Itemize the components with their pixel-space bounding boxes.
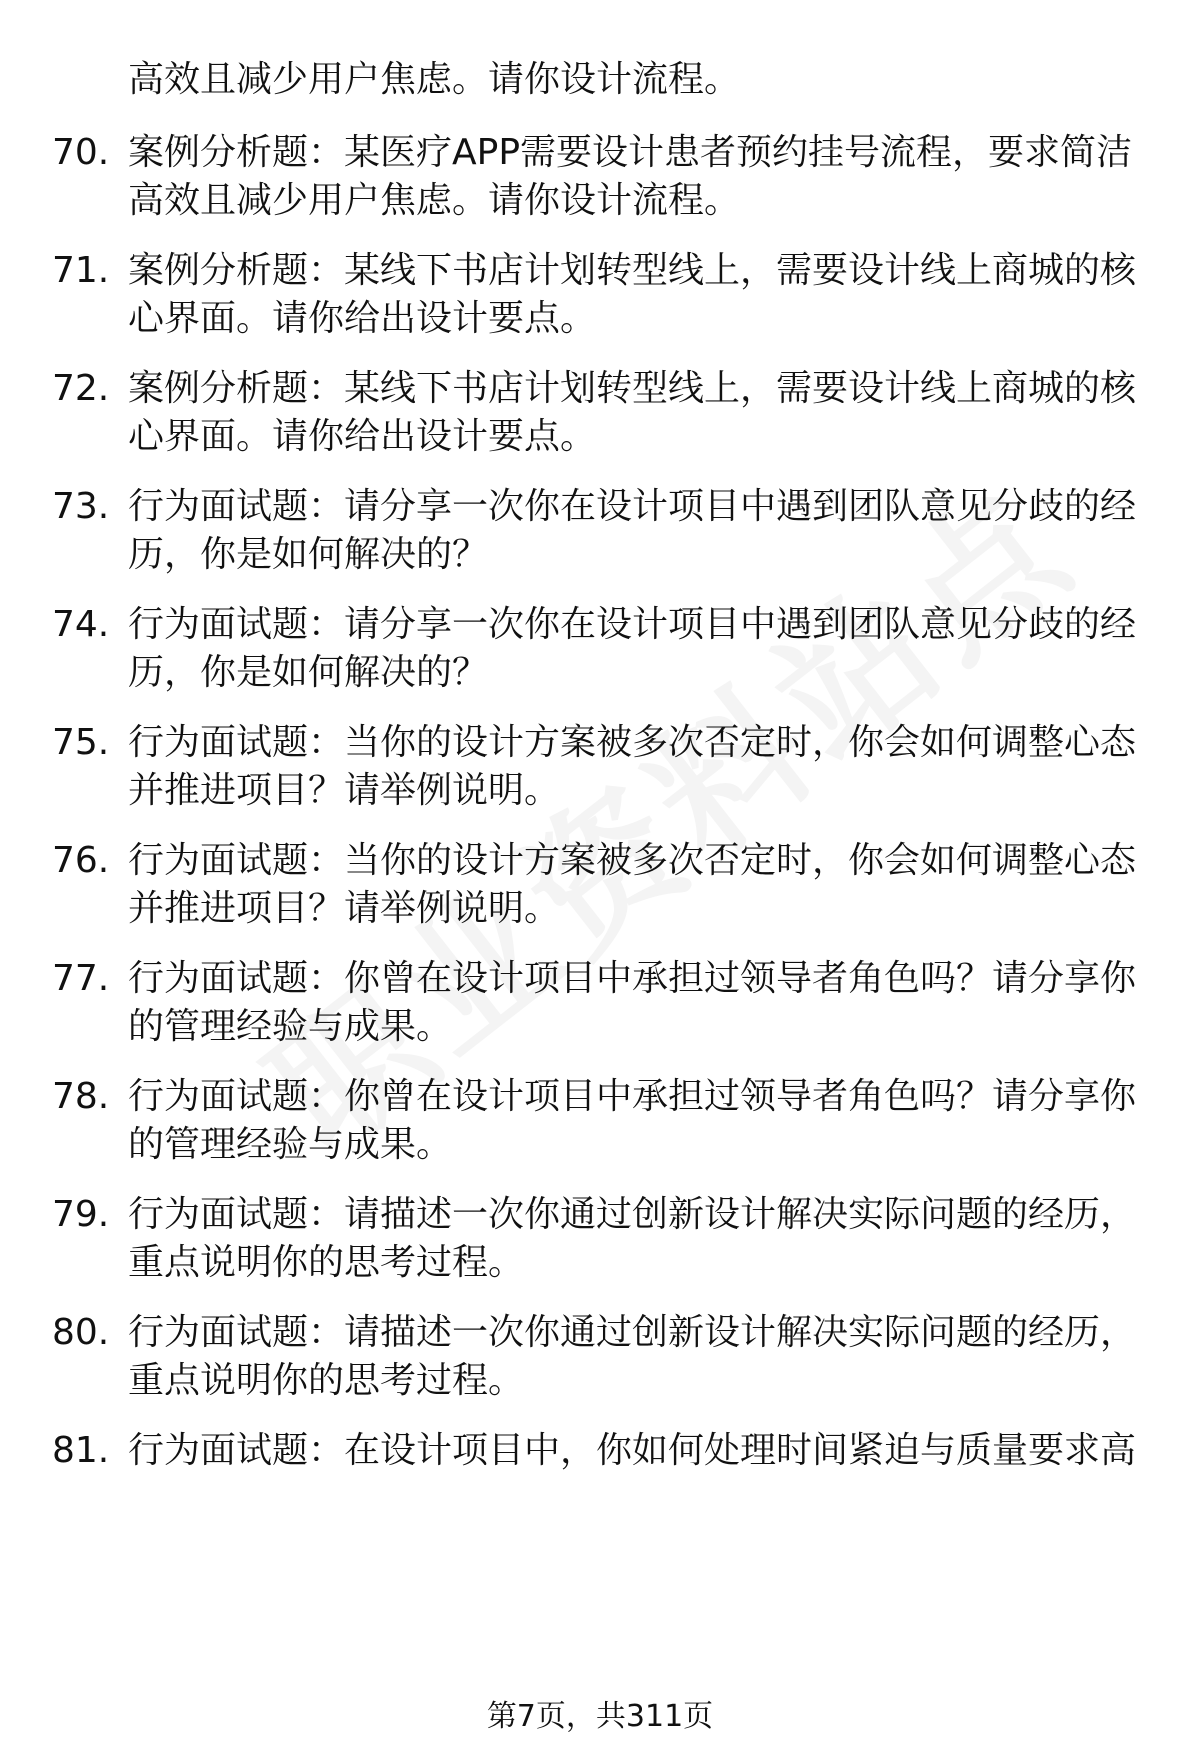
item-line-2: 高效且减少用户焦虑。请你设计流程。 [128,180,741,221]
item-text [128,129,1148,225]
item-line-1: 案例分析题：某线下书店计划转型线上，需要设计线上商城的核 [128,250,1137,291]
item-text [128,365,1148,461]
item-line-1: 行为面试题：请分享一次你在设计项目中遇到团队意见分歧的经 [128,604,1137,645]
item-line-1: 行为面试题：在设计项目中，你如何处理时间紧迫与质量要求高 [128,1430,1137,1471]
item-line-2: 并推进项目？请举例说明。 [128,888,561,929]
item-text [128,1427,1148,1475]
item-line-2: 重点说明你的思考过程。 [128,1242,525,1283]
item-number: 79. [52,1194,110,1235]
item-number: 70. [52,132,110,173]
item-line-2: 的管理经验与成果。 [128,1006,453,1047]
item-number: 81. [52,1430,110,1471]
item-line-1: 行为面试题：当你的设计方案被多次否定时，你会如何调整心态 [128,840,1137,881]
item-line-2: 并推进项目？请举例说明。 [128,770,561,811]
page-footer: 第7页，共311页 [486,1699,714,1734]
item-text [128,247,1148,343]
item-text [128,1073,1148,1169]
item-number: 76. [52,840,110,881]
item-text [128,1191,1148,1287]
item-line-2: 的管理经验与成果。 [128,1124,453,1165]
item-text [128,601,1148,697]
item-number: 77. [52,958,110,999]
item-line-2: 历，你是如何解决的？ [128,652,489,693]
item-line-1: 行为面试题：请分享一次你在设计项目中遇到团队意见分歧的经 [128,486,1137,527]
item-text [128,719,1148,815]
item-number: 73. [52,486,110,527]
item-line-1: 行为面试题：请描述一次你通过创新设计解决实际问题的经历， [128,1194,1137,1235]
item-number: 78. [52,1076,110,1117]
item-line-1: 行为面试题：当你的设计方案被多次否定时，你会如何调整心态 [128,722,1137,763]
item-number: 71. [52,250,110,291]
item-text [128,483,1148,579]
item-line-2: 历，你是如何解决的？ [128,534,489,575]
item-number: 75. [52,722,110,763]
item-line-1: 行为面试题：请描述一次你通过创新设计解决实际问题的经历， [128,1312,1137,1353]
item-line-1: 案例分析题：某医疗APP需要设计患者预约挂号流程，要求简洁 [128,132,1133,173]
item-line-1: 行为面试题：你曾在设计项目中承担过领导者角色吗？请分享你 [128,1076,1137,1117]
item-text [128,1309,1148,1405]
item-line-1: 行为面试题：你曾在设计项目中承担过领导者角色吗？请分享你 [128,958,1137,999]
item-line-2: 重点说明你的思考过程。 [128,1360,525,1401]
item-line-2: 心界面。请你给出设计要点。 [128,298,597,339]
item-text [128,955,1148,1051]
item-number: 72. [52,368,110,409]
item-line-2: 心界面。请你给出设计要点。 [128,416,597,457]
continuation-text: 高效且减少用户焦虑。请你设计流程。 [128,59,741,100]
item-line-1: 案例分析题：某线下书店计划转型线上，需要设计线上商城的核 [128,368,1137,409]
item-number: 80. [52,1312,110,1353]
item-number: 74. [52,604,110,645]
item-text [128,837,1148,933]
